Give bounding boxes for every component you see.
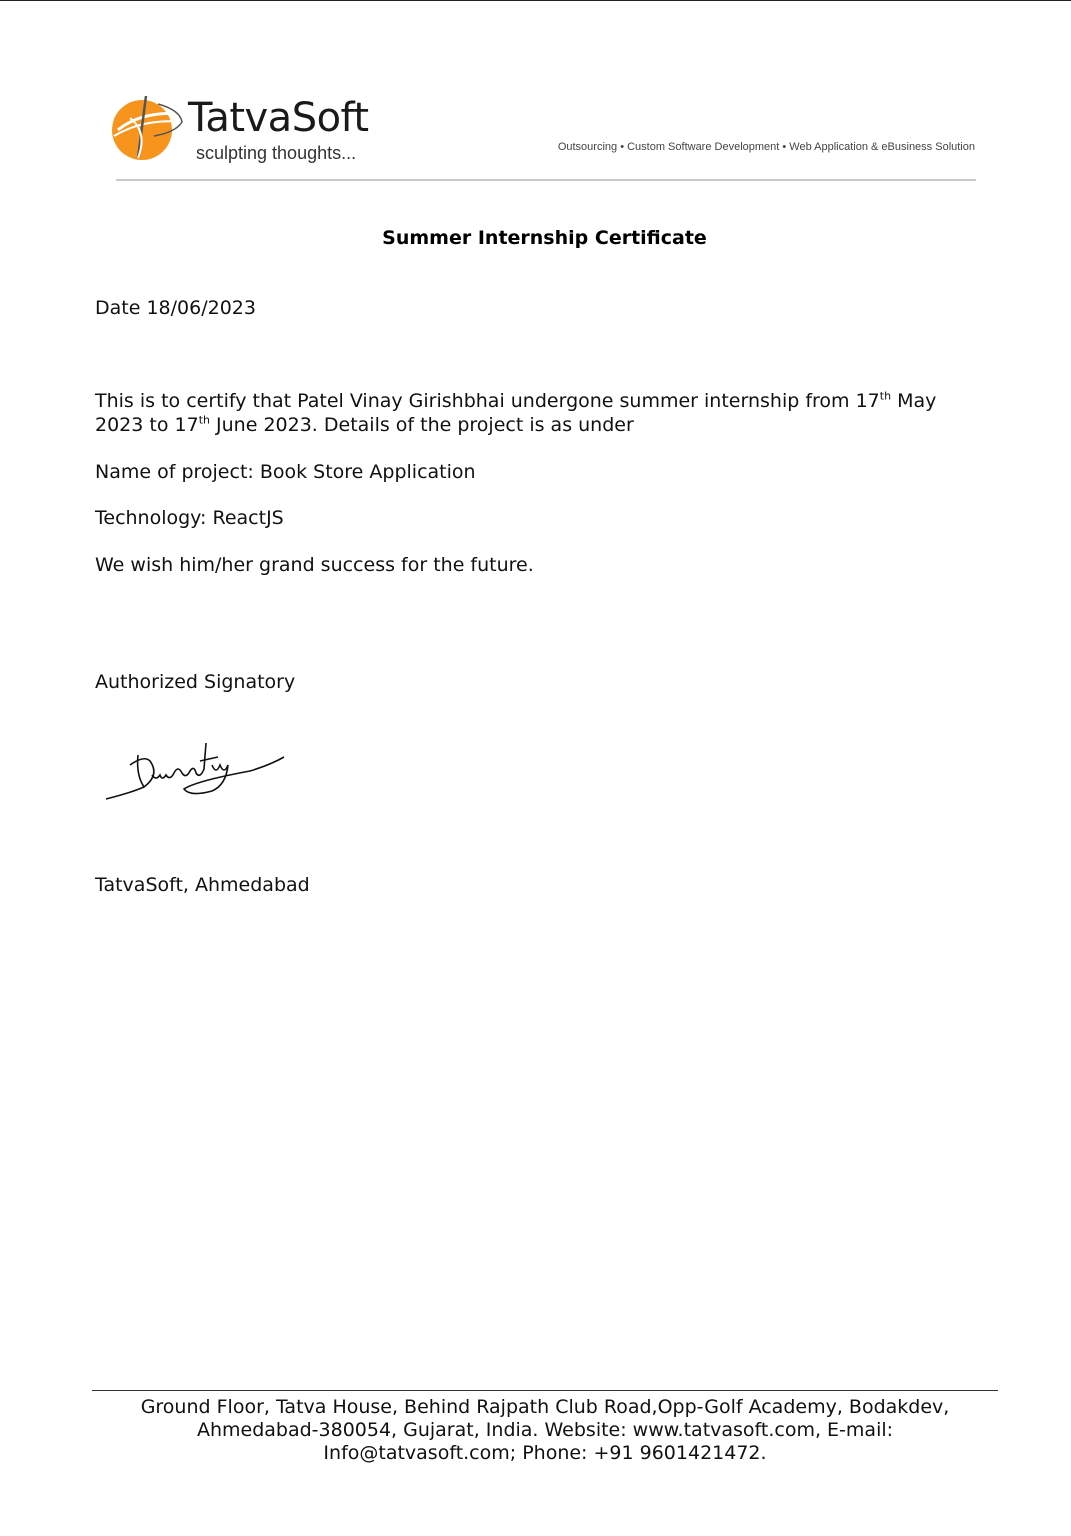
technology-line: Technology: ReactJS <box>95 507 284 529</box>
services-tagline: Outsourcing • Custom Software Development • Web Application & eBusiness Solution <box>557 141 975 153</box>
footer-address <box>92 1396 998 1465</box>
footer-address-line-3: Info@tatvasoft.com; Phone: +91 9601421472. <box>323 1442 767 1464</box>
certification-paragraph <box>95 389 975 437</box>
footer-divider <box>92 1390 998 1391</box>
ordinal-suffix-1: th <box>879 389 892 403</box>
intro-text-3: June 2023. Details of the project is as under <box>209 414 634 436</box>
logo-company-name: TatvaSoft <box>188 95 369 141</box>
project-name-line: Name of project: Book Store Application <box>95 461 476 483</box>
logo-globe-icon <box>108 92 188 164</box>
handwritten-signature <box>100 735 290 807</box>
ordinal-suffix-2: th <box>198 413 210 427</box>
page-top-border <box>0 0 1071 1</box>
footer-address-line-1: Ground Floor, Tatva House, Behind Rajpath Club Road,Opp-Golf Academy, Bodakdev, <box>140 1396 950 1418</box>
company-logo <box>108 92 408 172</box>
header-divider <box>116 179 976 181</box>
intro-text-2: May 2023 to 17 <box>95 390 937 436</box>
footer-address-line-2: Ahmedabad-380054, Gujarat, India. Website: www.tatvasoft.com, E-mail: <box>196 1419 894 1441</box>
logo-tagline: sculpting thoughts... <box>196 143 357 163</box>
certificate-title: Summer Internship Certificate <box>382 227 707 249</box>
certificate-date: Date 18/06/2023 <box>95 297 256 319</box>
authorized-signatory-label: Authorized Signatory <box>95 671 296 693</box>
wishes-line: We wish him/her grand success for the future. <box>95 554 534 576</box>
company-location-line: TatvaSoft, Ahmedabad <box>95 874 310 896</box>
intro-text-1: This is to certify that Patel Vinay Girishbhai undergone summer internship from 17 <box>95 390 880 412</box>
